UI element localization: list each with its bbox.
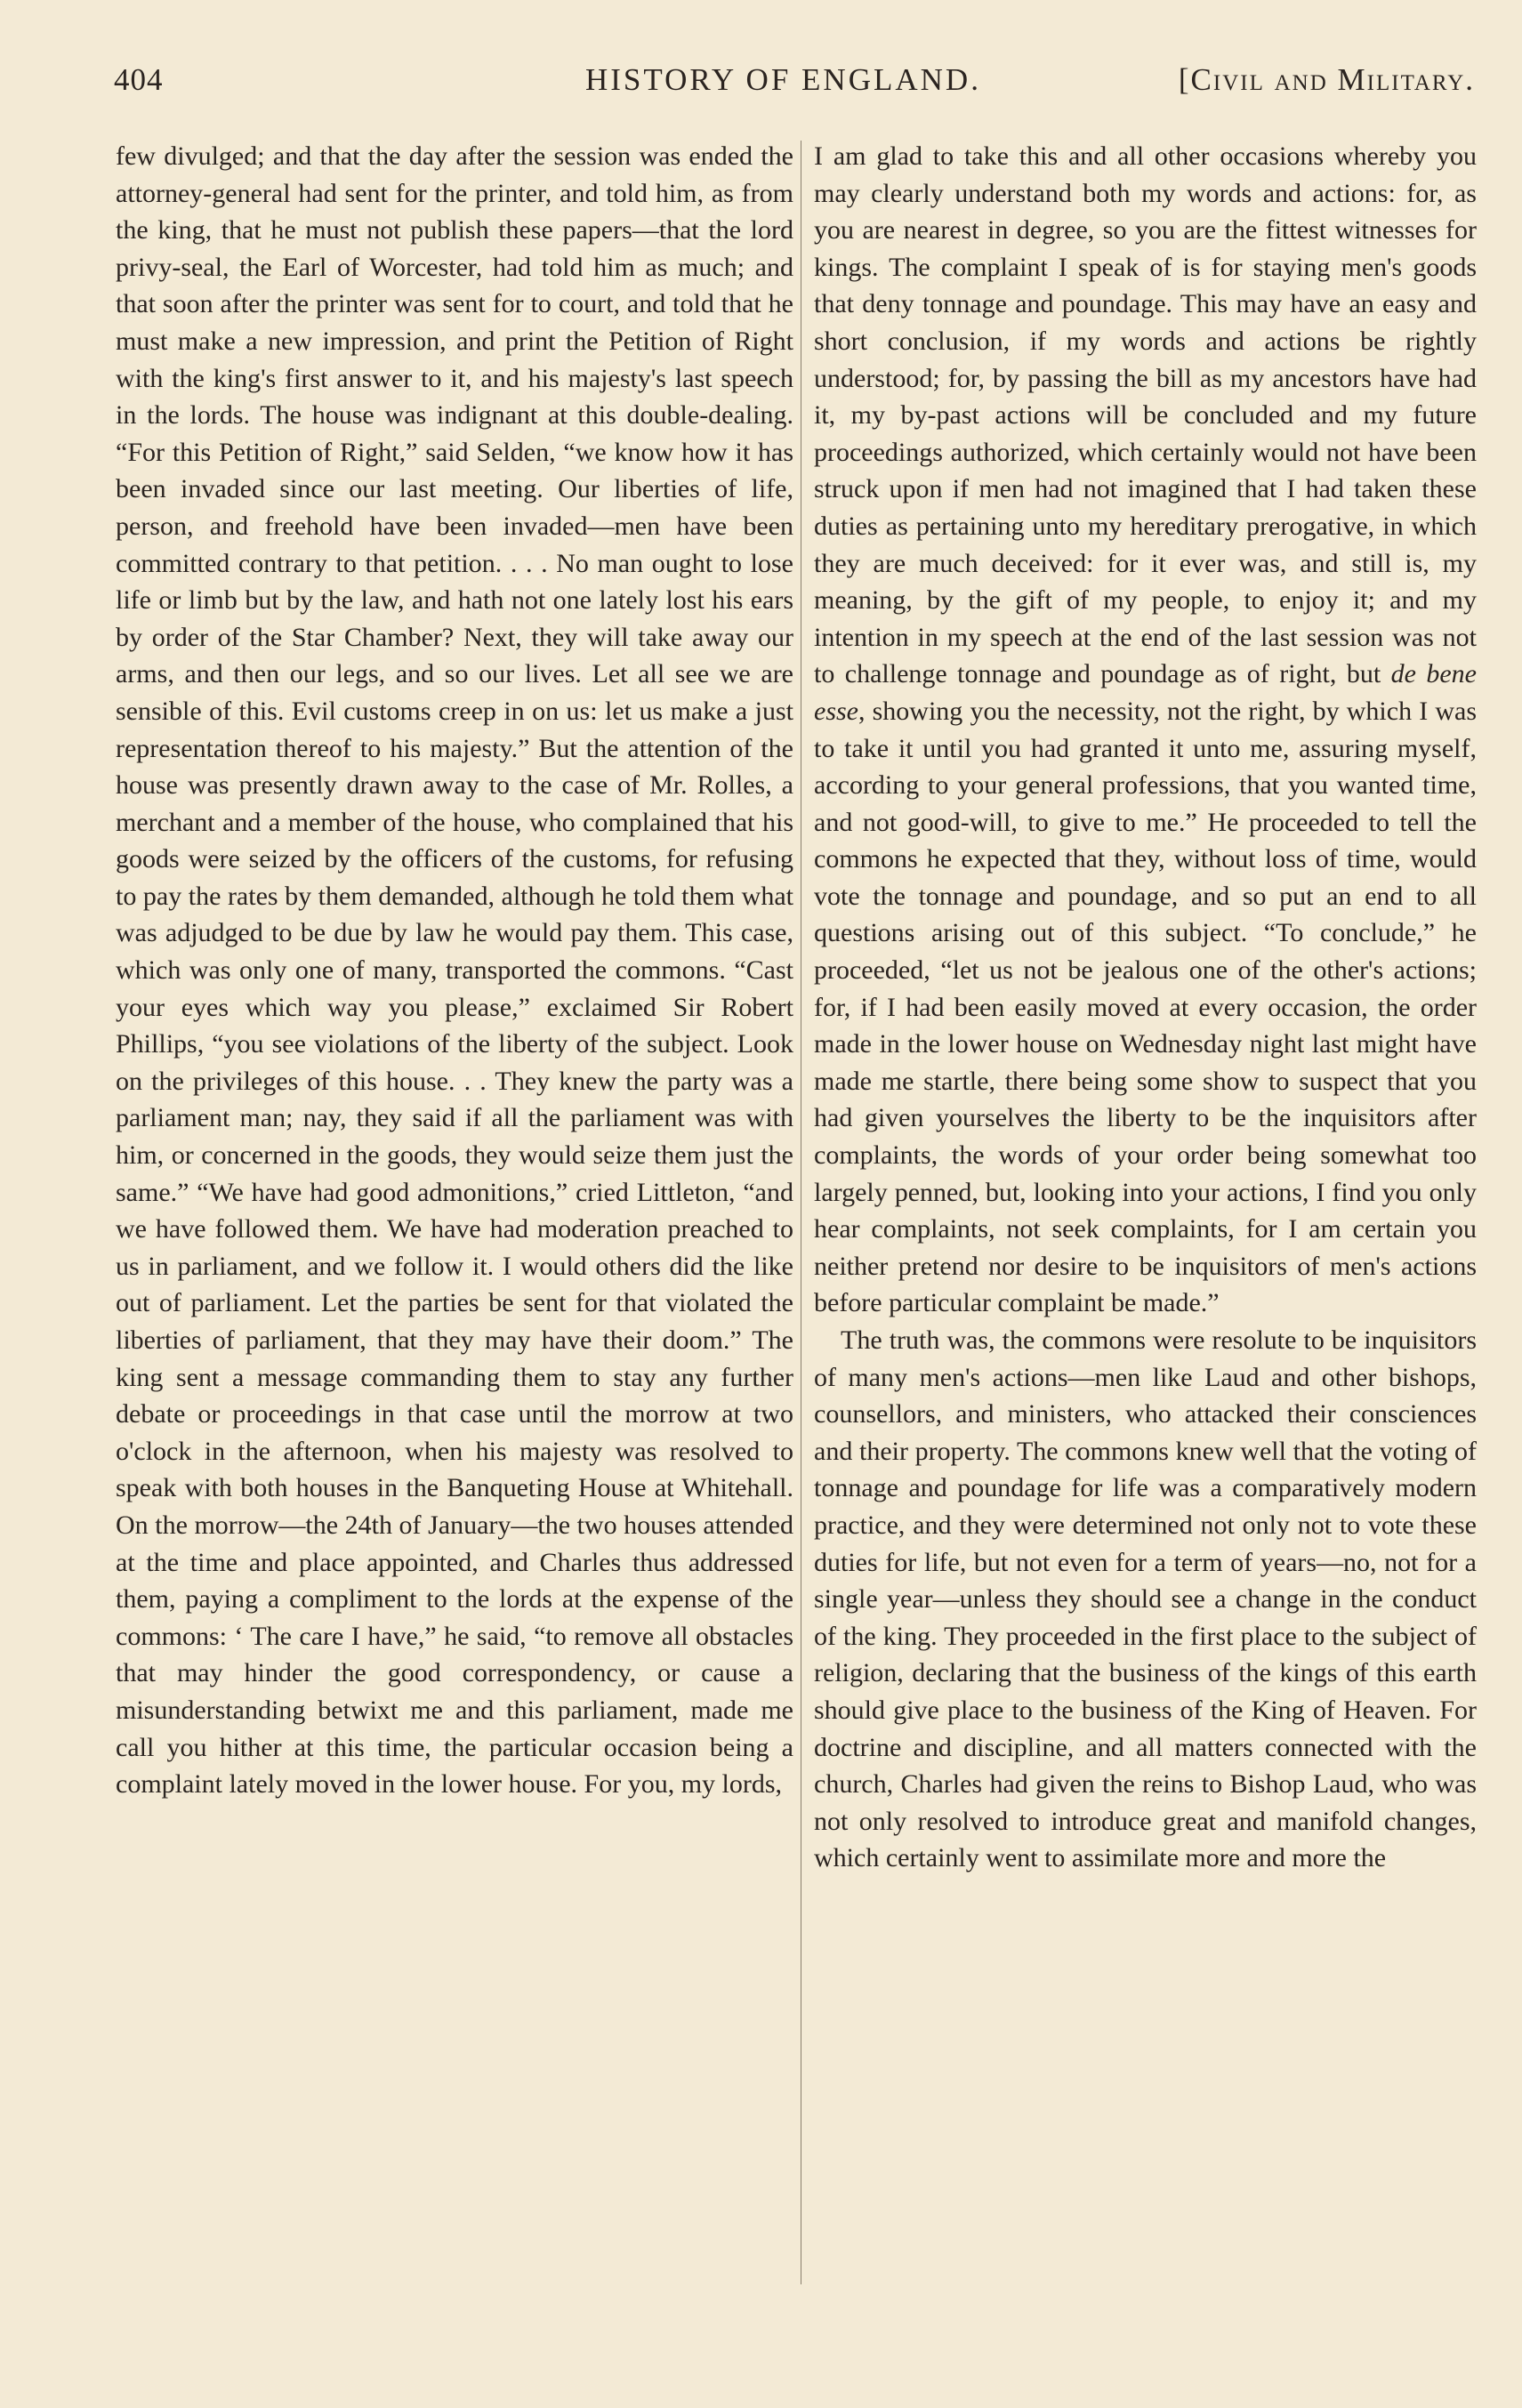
right-column [814, 138, 1477, 1877]
right-paragraph-2: The truth was, the commons were resolute to be inquisitors of many men's actions—men like Laud and other bishops, counsellors, and ministers, who attacked their consciences and their property. The commons knew well that the voting of tonnage and poundage for life was a comparatively modern practice, and they were determined not only not to vote these duties for life, but not even for a term of years—no, not for a single year—unless they should see a change in the conduct of the king. They proceeded in the first place to the subject of religion, declaring that the business of the kings of this earth should give place to the business of the King of Heaven. For doctrine and discipline, and all matters connected with the church, Charles had given the reins to Bishop Laud, who was not only resolved to introduce great and manifold changes, which certainly went to assimilate more and more the [814, 1325, 1477, 1873]
left-column [116, 138, 793, 1803]
section-label: [Civil and Military. [1178, 62, 1475, 97]
running-title: HISTORY OF ENGLAND. [585, 62, 981, 97]
page-header [114, 62, 1475, 116]
right-paragraph-1 [814, 138, 1477, 1322]
right-paragraph-1-text-b: , showing you the necessity, not the right, by which I was to take it until you had granted it unto me, assuring myself, according to your general professions, that you wanted time, and not good-will, to give to me.” He proceeded to tell the commons he expected that they, without loss of time, would vote the tonnage and poundage, and so put an end to all questions arising out of this subject. “To conclude,” he proceeded, “let us not be jealous one of the other's actions; for, if I had been easily moved at every occasion, the order made in the lower house on Wednesday night last might have made me startle, there being some show to suspect that you had given yourselves the liberty to be the inquisitors after complaints, the words of your order being somewhat too largely penned, but, looking into your actions, I find you only hear complaints, not seek complaints, for I am certain you neither pretend nor desire to be inquisitors of men's actions before particular complaint be made.” [814, 696, 1477, 1318]
right-paragraph-1-text-a: I am glad to take this and all other occasions whereby you may clearly understand both my words and actions: for, as you are nearest in degree, so you are the fittest witnesses for kings. The complaint I speak of is for staying men's goods that deny tonnage and poundage. This may have an easy and short conclusion, if my words and actions be rightly understood; for, by passing the bill as my ancestors have had it, my by-past actions will be concluded and my future proceedings authorized, which certainly would not have been struck upon if men had not imagined that I had taken these duties as pertaining unto my hereditary prerogative, in which they are much deceived: for it ever was, and still is, my meaning, by the gift of my people, to enjoy it; and my intention in my speech at the end of the last session was not to challenge tonnage and poundage as of right, but [814, 141, 1477, 689]
page-number: 404 [114, 62, 164, 97]
latin-phrase: de bene esse [814, 659, 1477, 726]
left-paragraph-1: few divulged; and that the day after the session was ended the attorney-general had sent for the printer, and told him, as from the king, that he must not publish these papers—that the lord privy-seal, the Earl of Worcester, had told him as much; and that soon after the printer was sent for to court, and told that he must make a new impression, and print the Petition of Right with the king's first answer to it, and his majesty's last speech in the lords. The house was indignant at this double-dealing. “For this Petition of Right,” said Selden, “we know how it has been invaded since our last meeting. Our liberties of life, person, and freehold have been invaded—men have been committed contrary to that petition. . . . No man ought to lose life or limb but by the law, and hath not one lately lost his ears by order of the Star Chamber? Next, they will take away our arms, and then our legs, and so our lives. Let all see we are sensible of this. Evil customs creep in on us: let us make a just representation thereof to his majesty.” But the attention of the house was presently drawn away to the case of Mr. Rolles, a merchant and a member of the house, who complained that his goods were seized by the officers of the customs, for refusing to pay the rates by them demanded, although he told them what was adjudged to be due by law he would pay them. This case, which was only one of many, transported the commons. “Cast your eyes which way you please,” exclaimed Sir Robert Phillips, “you see violations of the liberty of the subject. Look on the privileges of this house. . . They knew the party was a parliament man; nay, they said if all the parliament was with him, or concerned in the goods, they would seize them just the same.” “We have had good admonitions,” cried Littleton, “and we have followed them. We have had moderation preached to us in parliament, and we follow it. I would others did the like out of parliament. Let the parties be sent for that violated the liberties of parliament, that they may have their doom.” The king sent a message commanding them to stay any further debate or proceedings in that case until the morrow at two o'clock in the afternoon, when his majesty was resolved to speak with both houses in the Banqueting House at Whitehall. On the morrow—the 24th of January—the two houses attended at the time and place appointed, and Charles thus addressed them, paying a compliment to the lords at the expense of the commons: ‘ The care I have,” he said, “to remove all obstacles that may hinder the good correspondency, or cause a misunderstanding betwixt me and this parliament, made me call you hither at this time, the particular occasion being a complaint lately moved in the lower house. For you, my lords, [116, 141, 793, 1800]
